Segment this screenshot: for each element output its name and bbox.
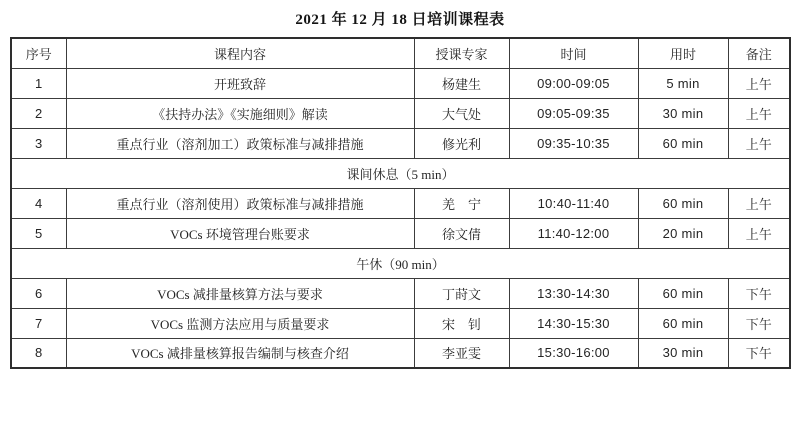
table-row — [11, 218, 790, 248]
cell-expert: 徐文倩 — [414, 218, 509, 248]
cell-note: 上午 — [728, 188, 790, 218]
table-row — [11, 68, 790, 98]
schedule-table-body — [11, 68, 790, 368]
cell-expert: 羌 宁 — [414, 188, 509, 218]
col-header-no: 序号 — [11, 38, 66, 68]
break-row — [11, 158, 790, 188]
cell-content: 重点行业（溶剂使用）政策标准与减排措施 — [66, 188, 414, 218]
cell-expert: 李亚雯 — [414, 338, 509, 368]
cell-content: 开班致辞 — [66, 68, 414, 98]
cell-content: VOCs 环境管理台账要求 — [66, 218, 414, 248]
col-header-expert: 授课专家 — [414, 38, 509, 68]
table-row — [11, 308, 790, 338]
cell-note: 下午 — [728, 278, 790, 308]
cell-no: 4 — [11, 188, 66, 218]
cell-no: 8 — [11, 338, 66, 368]
cell-no: 1 — [11, 68, 66, 98]
cell-no: 2 — [11, 98, 66, 128]
table-row — [11, 188, 790, 218]
cell-expert: 丁莳文 — [414, 278, 509, 308]
cell-expert: 宋 钊 — [414, 308, 509, 338]
cell-time: 09:00-09:05 — [509, 68, 638, 98]
cell-no: 3 — [11, 128, 66, 158]
cell-no: 6 — [11, 278, 66, 308]
col-header-time: 时间 — [509, 38, 638, 68]
cell-duration: 60 min — [638, 188, 728, 218]
cell-note: 上午 — [728, 128, 790, 158]
cell-time: 09:35-10:35 — [509, 128, 638, 158]
cell-note: 下午 — [728, 338, 790, 368]
cell-time: 11:40-12:00 — [509, 218, 638, 248]
header-row — [11, 38, 790, 68]
table-row — [11, 338, 790, 368]
page-title: 2021 年 12 月 18 日培训课程表 — [295, 12, 505, 28]
cell-time: 09:05-09:35 — [509, 98, 638, 128]
cell-note: 上午 — [728, 218, 790, 248]
break-row — [11, 248, 790, 278]
table-row — [11, 128, 790, 158]
break-label: 课间休息（5 min） — [11, 158, 790, 188]
cell-expert: 修光利 — [414, 128, 509, 158]
cell-content: 重点行业（溶剂加工）政策标准与减排措施 — [66, 128, 414, 158]
cell-content: 《扶持办法》《实施细则》解读 — [66, 98, 414, 128]
cell-duration: 30 min — [638, 338, 728, 368]
table-row — [11, 278, 790, 308]
cell-duration: 60 min — [638, 278, 728, 308]
cell-expert: 杨建生 — [414, 68, 509, 98]
cell-time: 10:40-11:40 — [509, 188, 638, 218]
cell-expert: 大气处 — [414, 98, 509, 128]
cell-no: 7 — [11, 308, 66, 338]
col-header-content: 课程内容 — [66, 38, 414, 68]
cell-duration: 5 min — [638, 68, 728, 98]
cell-note: 上午 — [728, 68, 790, 98]
schedule-table — [10, 37, 791, 369]
cell-time: 14:30-15:30 — [509, 308, 638, 338]
cell-note: 下午 — [728, 308, 790, 338]
cell-duration: 30 min — [638, 98, 728, 128]
cell-duration: 60 min — [638, 308, 728, 338]
cell-content: VOCs 监测方法应用与质量要求 — [66, 308, 414, 338]
break-label: 午休（90 min） — [11, 248, 790, 278]
cell-no: 5 — [11, 218, 66, 248]
col-header-note: 备注 — [728, 38, 790, 68]
cell-content: VOCs 减排量核算报告编制与核查介绍 — [66, 338, 414, 368]
table-row — [11, 98, 790, 128]
cell-note: 上午 — [728, 98, 790, 128]
cell-time: 15:30-16:00 — [509, 338, 638, 368]
cell-duration: 60 min — [638, 128, 728, 158]
col-header-duration: 用时 — [638, 38, 728, 68]
cell-time: 13:30-14:30 — [509, 278, 638, 308]
cell-duration: 20 min — [638, 218, 728, 248]
cell-content: VOCs 减排量核算方法与要求 — [66, 278, 414, 308]
